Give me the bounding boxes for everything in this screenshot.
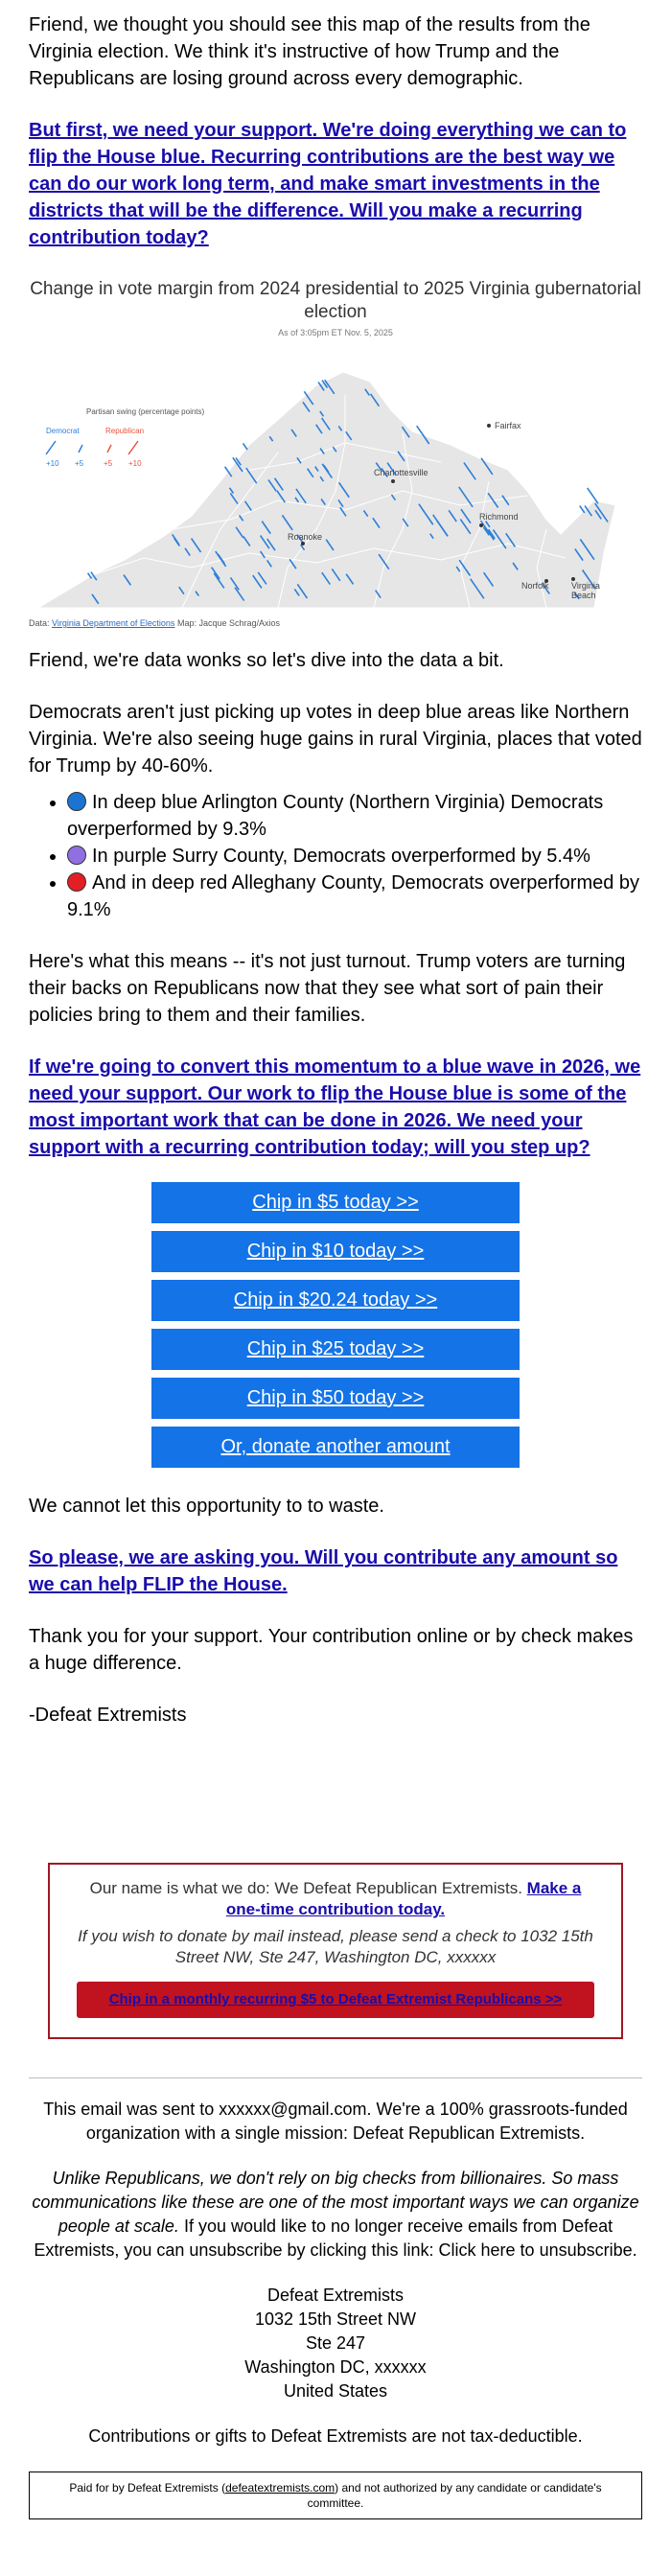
red-circle-icon bbox=[67, 872, 86, 892]
callout-text bbox=[77, 1878, 594, 1920]
bullet-text: In deep blue Arlington County (Northern Virginia) Democrats overperformed by 9.3% bbox=[67, 792, 604, 840]
legend-rep-10-arrow bbox=[128, 441, 138, 454]
swing-arrow bbox=[580, 506, 585, 513]
city-label: Fairfax bbox=[495, 421, 521, 430]
chip-in-20-24-button[interactable]: Chip in $20.24 today >> bbox=[151, 1280, 520, 1321]
city-dot bbox=[301, 542, 305, 545]
paid-for-prefix: Paid for by Defeat Extremists ( bbox=[69, 2481, 226, 2495]
map-legend bbox=[46, 407, 205, 468]
swing-arrow bbox=[588, 488, 598, 503]
sent-to-text: This email was sent to xxxxxx@gmail.com. We're a 100% grassroots-funded organization with a single mission: Defeat Republican Extremists. bbox=[43, 2100, 628, 2143]
donation-callout-box bbox=[48, 1863, 623, 2039]
monthly-recurring-button[interactable]: Chip in a monthly recurring $5 to Defeat Extremist Republicans >> bbox=[77, 1982, 594, 2018]
address-line: Ste 247 bbox=[305, 2333, 366, 2353]
meaning-paragraph: Here's what this means -- it's not just turnout. Trump voters are turning their backs on Republicans now that they see what sort of pain their policies bring to them and their families. bbox=[29, 951, 626, 1026]
legend-title: Partisan swing (percentage points) bbox=[86, 407, 205, 416]
county-bullet-list bbox=[29, 789, 642, 923]
city-label: Virginia Beach bbox=[571, 581, 600, 600]
chip-in-50-button[interactable]: Chip in $50 today >> bbox=[151, 1378, 520, 1419]
city-dot bbox=[487, 424, 491, 428]
unsubscribe-text bbox=[29, 2167, 642, 2263]
footer-divider bbox=[29, 2077, 642, 2078]
billionaires-text: Unlike Republicans, we don't rely on big checks from billionaires. So mass communications like these are one of the most important ways we can organize people at scale. bbox=[32, 2169, 639, 2236]
legend-dem-10-arrow bbox=[46, 441, 56, 454]
website-link[interactable]: defeatextremists.com bbox=[225, 2481, 336, 2495]
one-time-contribution-link[interactable]: Make a one-time contribution today. bbox=[225, 1879, 582, 1918]
intro-paragraph: Friend, we thought you should see this map of the results from the Virginia election. We think it's instructive of how Trump and the Republicans are losing ground across every demographic. bbox=[29, 14, 590, 89]
chip-in-5-button[interactable]: Chip in $5 today >> bbox=[151, 1182, 520, 1223]
data-wonks-paragraph: Friend, we're data wonks so let's dive into the data a bit. bbox=[29, 650, 504, 671]
city-label: Roanoke bbox=[288, 532, 323, 542]
mailing-address bbox=[29, 2284, 642, 2403]
purple-circle-icon bbox=[67, 846, 86, 865]
signoff: -Defeat Extremists bbox=[29, 1705, 187, 1726]
chip-in-25-button[interactable]: Chip in $25 today >> bbox=[151, 1329, 520, 1370]
support-link[interactable]: But first, we need your support. We're doing everything we can to flip the House blue. Recurring contributions are the best way we can do our work long term, and make smart investments in the districts that will be the difference. Will you make a recurring contribution today? bbox=[29, 120, 627, 248]
thank-you-paragraph: Thank you for your support. Your contribution online or by check makes a huge difference. bbox=[29, 1626, 634, 1674]
tax-disclaimer: Contributions or gifts to Defeat Extremists are not tax-deductible. bbox=[88, 2426, 583, 2446]
legend-republican: Republican bbox=[105, 427, 145, 435]
footer bbox=[29, 2098, 642, 2519]
paid-for-by-box bbox=[29, 2472, 642, 2519]
swing-arrow bbox=[243, 443, 248, 450]
city-label: Richmond bbox=[479, 512, 519, 522]
address-line: Washington DC, xxxxxx bbox=[244, 2357, 427, 2377]
contribute-any-amount-link[interactable]: So please, we are asking you. Will you contribute any amount so we can help FLIP the House. bbox=[29, 1547, 618, 1595]
address-line: United States bbox=[283, 2381, 388, 2401]
city-label: Norfolk bbox=[521, 581, 549, 591]
map-source-label: Data: bbox=[29, 618, 50, 628]
callout-lead: Our name is what we do: We Defeat Republican Extremists. bbox=[89, 1879, 522, 1897]
map-source-link[interactable]: Virginia Department of Elections bbox=[52, 618, 175, 628]
map-subtitle: As of 3:05pm ET Nov. 5, 2025 bbox=[278, 328, 393, 337]
democrats-gains-paragraph: Democrats aren't just picking up votes in deep blue areas like Northern Virginia. We're also seeing huge gains in rural Virginia, places that voted for Trump by 40-60%. bbox=[29, 702, 642, 777]
list-item bbox=[67, 870, 642, 923]
paid-for-suffix: ) and not authorized by any candidate or candidate's committee. bbox=[307, 2481, 602, 2510]
list-item bbox=[67, 789, 642, 843]
donate-other-amount-button[interactable]: Or, donate another amount bbox=[151, 1427, 520, 1468]
chip-in-10-button[interactable]: Chip in $10 today >> bbox=[151, 1231, 520, 1272]
address-line: 1032 15th Street NW bbox=[254, 2309, 417, 2329]
legend-rep-5-arrow bbox=[107, 445, 111, 453]
bullet-text: In purple Surry County, Democrats overperformed by 5.4% bbox=[92, 846, 590, 867]
map-credit: Map: Jacque Schrag/Axios bbox=[176, 618, 281, 628]
virginia-map-graphic bbox=[29, 337, 642, 608]
address-line: Defeat Extremists bbox=[266, 2286, 405, 2305]
city-label: Charlottesville bbox=[374, 468, 428, 477]
election-map bbox=[29, 278, 642, 628]
unsubscribe-link[interactable]: If you would like to no longer receive emails from Defeat Extremists, you can unsubscribe by clicking this link: Click here to unsubscribe. bbox=[34, 2216, 637, 2260]
opportunity-paragraph: We cannot let this opportunity to to waste. bbox=[29, 1496, 384, 1517]
legend-dem-5-arrow bbox=[79, 445, 82, 453]
blue-circle-icon bbox=[67, 792, 86, 811]
city-dot bbox=[479, 523, 483, 527]
convert-momentum-link[interactable]: If we're going to convert this momentum to a blue wave in 2026, we need your support. Our work to flip the House blue is some of the most important work that can be done in 2026. We need your support with a recurring contribution today; will you step up? bbox=[29, 1056, 641, 1158]
donation-buttons bbox=[151, 1182, 520, 1468]
legend-value: +5 bbox=[75, 459, 84, 468]
city-dot bbox=[391, 479, 395, 483]
mail-donation-text: If you wish to donate by mail instead, please send a check to 1032 15th Street NW, Ste 247, Washington DC, xxxxxx bbox=[78, 1927, 593, 1966]
legend-democrat: Democrat bbox=[46, 427, 80, 435]
map-source bbox=[29, 618, 642, 628]
list-item bbox=[67, 843, 642, 870]
map-title: Change in vote margin from 2024 presidential to 2025 Virginia gubernatorial election bbox=[30, 279, 641, 322]
legend-value: +10 bbox=[46, 459, 59, 468]
legend-value: +5 bbox=[104, 459, 113, 468]
bullet-text: And in deep red Alleghany County, Democrats overperformed by 9.1% bbox=[67, 872, 640, 920]
legend-value: +10 bbox=[128, 459, 142, 468]
